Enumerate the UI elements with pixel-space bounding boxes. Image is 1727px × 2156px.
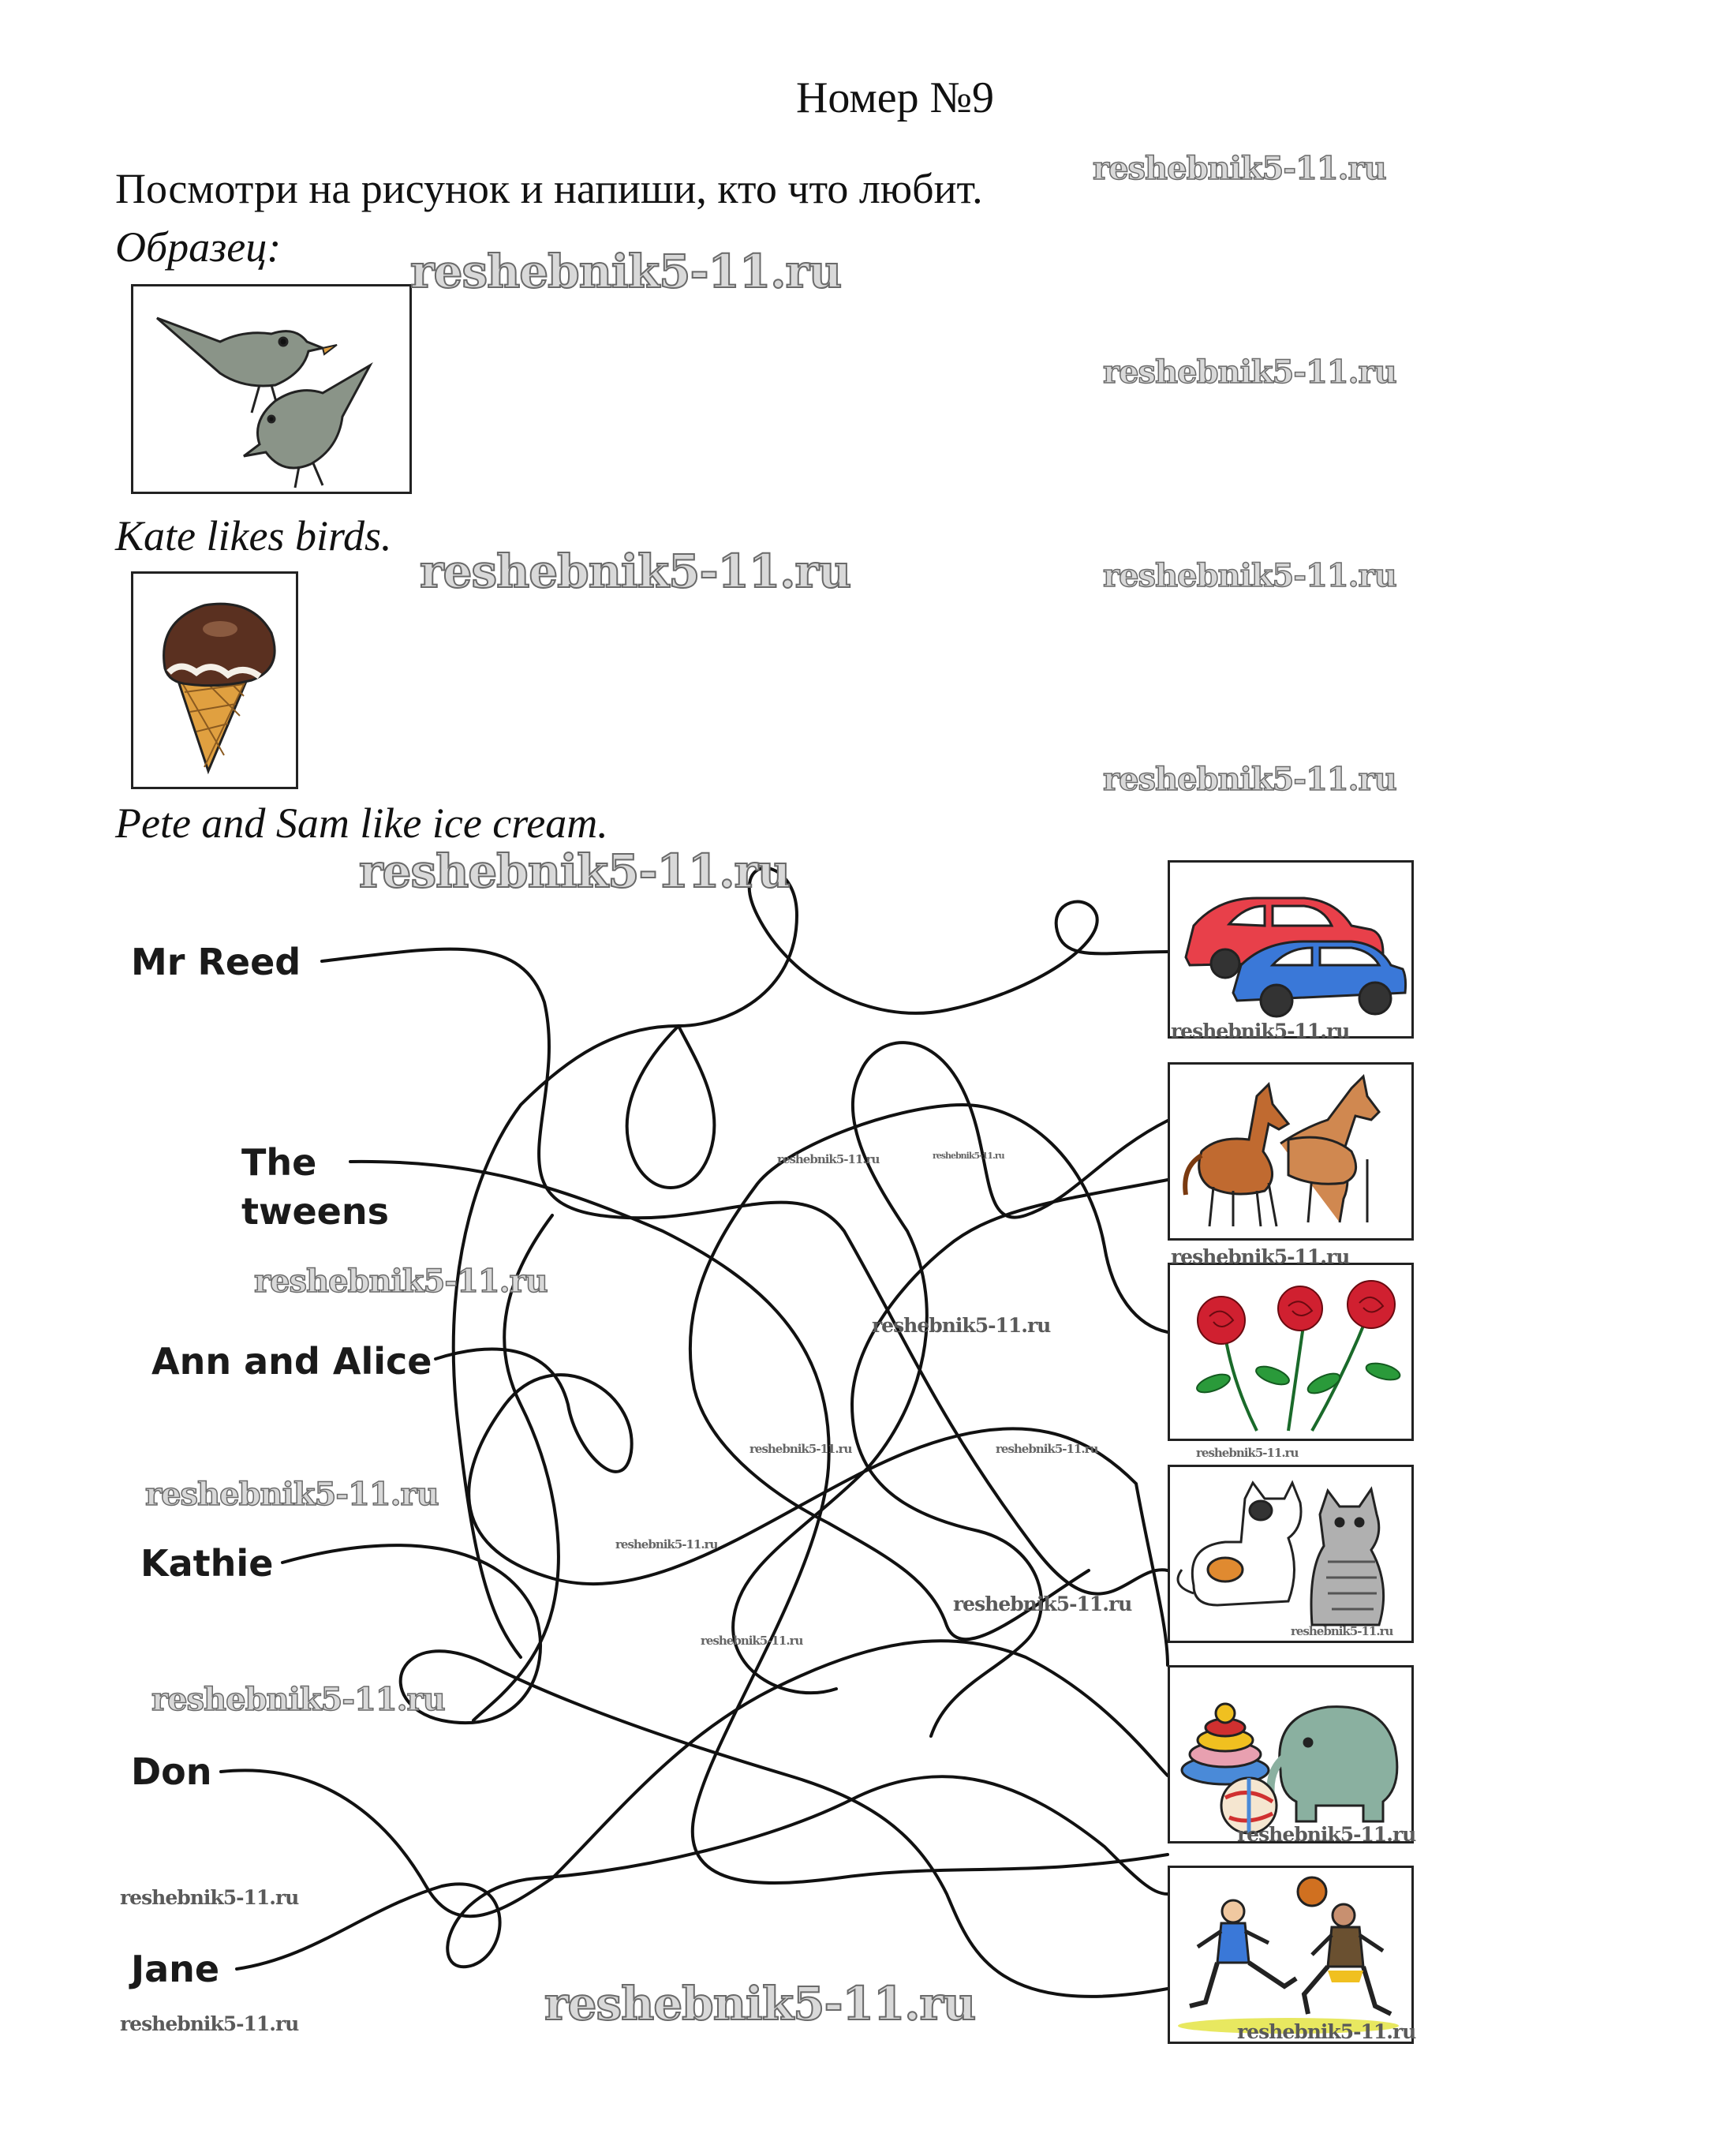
roses-icon	[1170, 1265, 1411, 1439]
example-sentence-ice-cream: Pete and Sam like ice cream.	[115, 799, 608, 847]
watermark: reshebnik5-11.ru	[701, 1634, 803, 1648]
watermark: reshebnik5-11.ru	[420, 545, 851, 598]
watermark: reshebnik5-11.ru	[953, 1593, 1132, 1615]
watermark: reshebnik5-11.ru	[1103, 354, 1396, 391]
watermark: reshebnik5-11.ru	[777, 1152, 880, 1166]
watermark: reshebnik5-11.ru	[410, 245, 842, 298]
name-jane: Jane	[131, 1948, 220, 1990]
watermark: reshebnik5-11.ru	[544, 1977, 976, 2031]
example-sentence-birds: Kate likes birds.	[115, 512, 392, 560]
watermark: reshebnik5-11.ru	[749, 1442, 852, 1456]
watermark: reshebnik5-11.ru	[1196, 1446, 1299, 1460]
roses-picture	[1168, 1263, 1414, 1441]
cats-icon	[1170, 1467, 1411, 1641]
toys-icon	[1170, 1668, 1411, 1841]
watermark: reshebnik5-11.ru	[120, 2012, 299, 2035]
watermark: reshebnik5-11.ru	[1171, 1020, 1350, 1042]
watermark: reshebnik5-11.ru	[872, 1314, 1051, 1337]
watermark: reshebnik5-11.ru	[1103, 761, 1396, 798]
watermark: reshebnik5-11.ru	[933, 1151, 1004, 1161]
cars-icon	[1170, 863, 1411, 1036]
name-ann-and-alice: Ann and Alice	[151, 1340, 432, 1383]
task-instruction: Посмотри на рисунок и напиши, кто что любит.	[115, 165, 983, 212]
watermark: reshebnik5-11.ru	[145, 1476, 439, 1513]
watermark: reshebnik5-11.ru	[996, 1442, 1098, 1456]
name-kathie: Kathie	[140, 1542, 274, 1585]
watermark: reshebnik5-11.ru	[359, 844, 791, 898]
name-the-tweens-line2: tweens	[241, 1190, 390, 1233]
name-the-tweens-line1: The	[241, 1141, 317, 1184]
watermark: reshebnik5-11.ru	[1237, 2020, 1416, 2043]
horses-icon	[1170, 1065, 1411, 1238]
watermark: reshebnik5-11.ru	[1237, 1823, 1416, 1846]
horses-picture	[1168, 1062, 1414, 1241]
cars-picture	[1168, 860, 1414, 1039]
cats-picture	[1168, 1465, 1414, 1643]
watermark: reshebnik5-11.ru	[1093, 150, 1386, 187]
watermark: reshebnik5-11.ru	[1103, 557, 1396, 594]
watermark: reshebnik5-11.ru	[1171, 1245, 1350, 1268]
football-picture	[1168, 1866, 1414, 2044]
watermark: reshebnik5-11.ru	[254, 1263, 548, 1300]
watermark: reshebnik5-11.ru	[151, 1681, 445, 1718]
watermark: reshebnik5-11.ru	[615, 1537, 718, 1551]
name-don: Don	[131, 1750, 212, 1793]
toys-picture	[1168, 1665, 1414, 1843]
page-title: Номер №9	[795, 73, 995, 122]
name-mr-reed: Mr Reed	[131, 941, 301, 983]
watermark: reshebnik5-11.ru	[120, 1886, 299, 1909]
sample-label: Образец:	[115, 223, 282, 271]
football-icon	[1170, 1868, 1411, 2042]
watermark: reshebnik5-11.ru	[1291, 1624, 1393, 1638]
